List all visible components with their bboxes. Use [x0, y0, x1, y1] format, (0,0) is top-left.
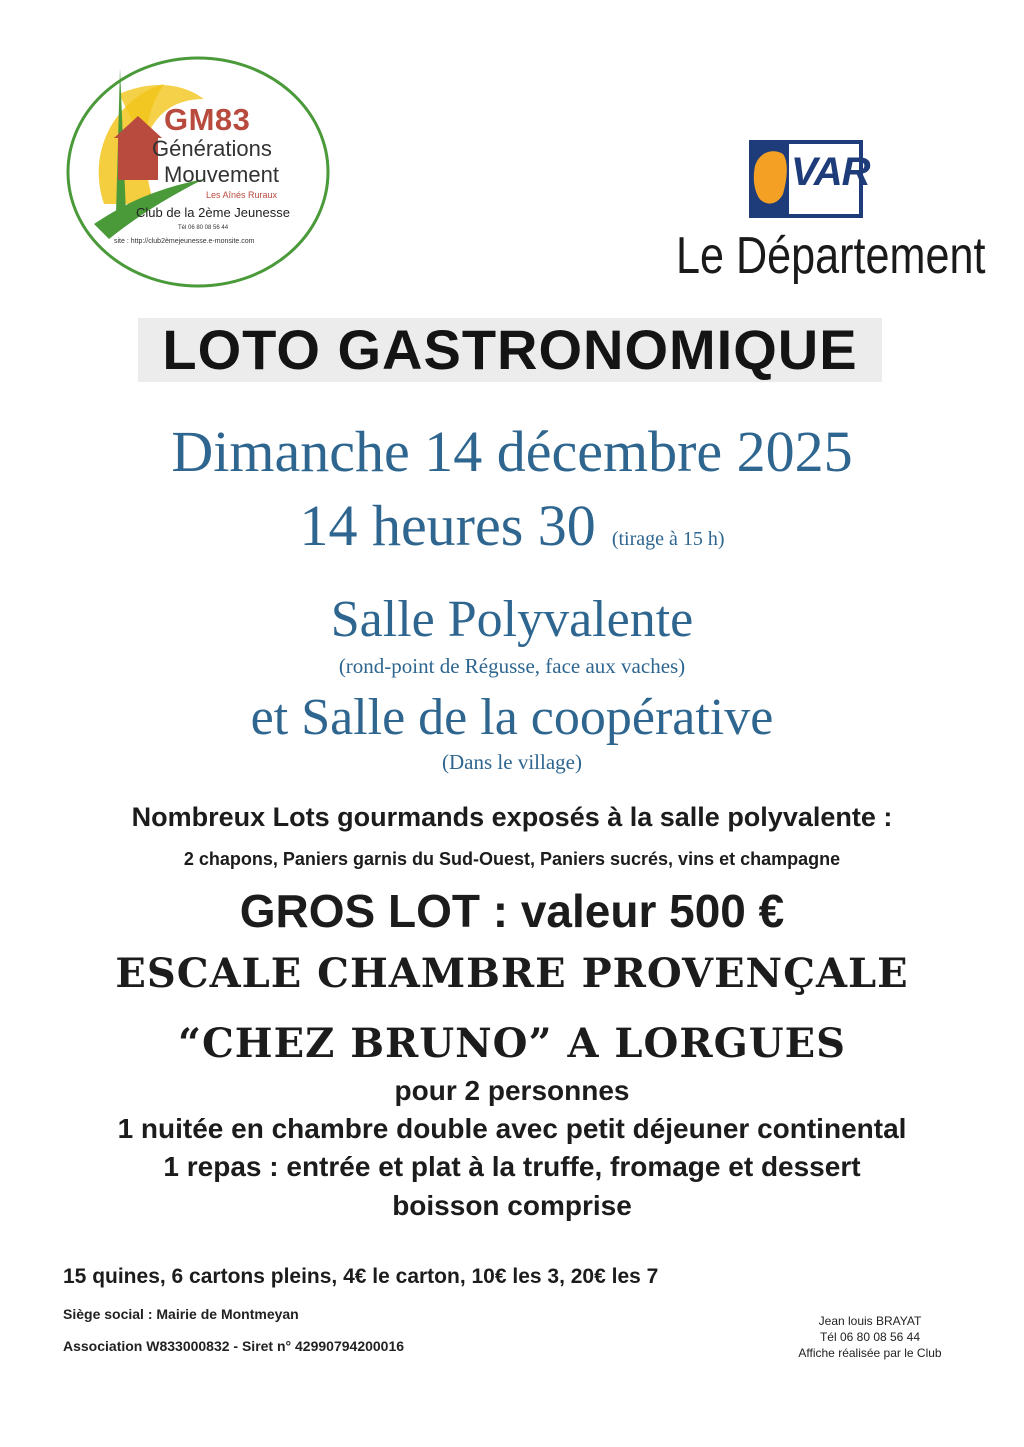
var-logo: [749, 140, 870, 218]
prize-detail: 1 nuitée en chambre double avec petit déjeuner continental: [117, 1113, 907, 1144]
grand-prize-line1: ESCALE CHAMBRE PROVENÇALE: [115, 950, 909, 997]
pricing-info: 15 quines, 6 cartons pleins, 4€ le carton, 10€ les 3, 20€ les 7: [63, 1265, 659, 1288]
event-date: Dimanche 14 décembre 2025: [171, 419, 853, 484]
event-time-row: [0, 492, 1024, 559]
head-office: Siège social : Mairie de Montmeyan: [63, 1306, 299, 1322]
grand-prize-heading: GROS LOT : valeur 500 €: [239, 885, 785, 937]
contact-tel: Tél 06 80 08 56 44: [819, 1330, 921, 1344]
event-time: 14 heures 30: [299, 493, 596, 558]
venue-secondary-detail: (Dans le village): [442, 750, 582, 774]
club-logo-line2: Mouvement: [164, 162, 279, 187]
club-logo-brand: GM83: [164, 102, 251, 137]
page-title: LOTO GASTRONOMIQUE: [138, 318, 882, 382]
club-logo-site: site : http://club2èmejeunesse.e-monsite.com: [114, 238, 255, 245]
club-logo-tagline: Les Aînés Ruraux: [206, 190, 278, 200]
club-logo-line1: Générations: [152, 136, 272, 161]
var-logo-word: VAR: [791, 150, 870, 194]
lots-title: Nombreux Lots gourmands exposés à la salle polyvalente :: [131, 802, 893, 832]
prize-detail: 1 repas : entrée et plat à la truffe, fromage et dessert: [163, 1151, 861, 1182]
venue-primary-detail: (rond-point de Régusse, face aux vaches): [338, 654, 686, 678]
draw-time: (tirage à 15 h): [611, 528, 725, 550]
poster-credit: Affiche réalisée par le Club: [798, 1346, 942, 1360]
club-logo: [64, 54, 332, 290]
prize-detail: boisson comprise: [392, 1190, 632, 1221]
club-logo-tel: Tél 06 80 08 56 44: [178, 225, 229, 231]
contact-name: Jean louis BRAYAT: [818, 1314, 922, 1328]
association-id: Association W833000832 - Siret n° 42990794200016: [63, 1338, 405, 1354]
department-label: Le Département: [676, 227, 986, 285]
club-logo-name: Club de la 2ème Jeunesse: [136, 205, 290, 220]
venue-secondary: et Salle de la coopérative: [250, 689, 774, 746]
venue-primary: Salle Polyvalente: [330, 591, 694, 648]
contact-block: [790, 1313, 950, 1361]
lots-list: 2 chapons, Paniers garnis du Sud-Ouest, Paniers sucrés, vins et champagne: [183, 849, 841, 869]
grand-prize-line2: “CHEZ BRUNO” A LORGUES: [177, 1020, 847, 1067]
prize-detail: pour 2 personnes: [394, 1075, 630, 1106]
